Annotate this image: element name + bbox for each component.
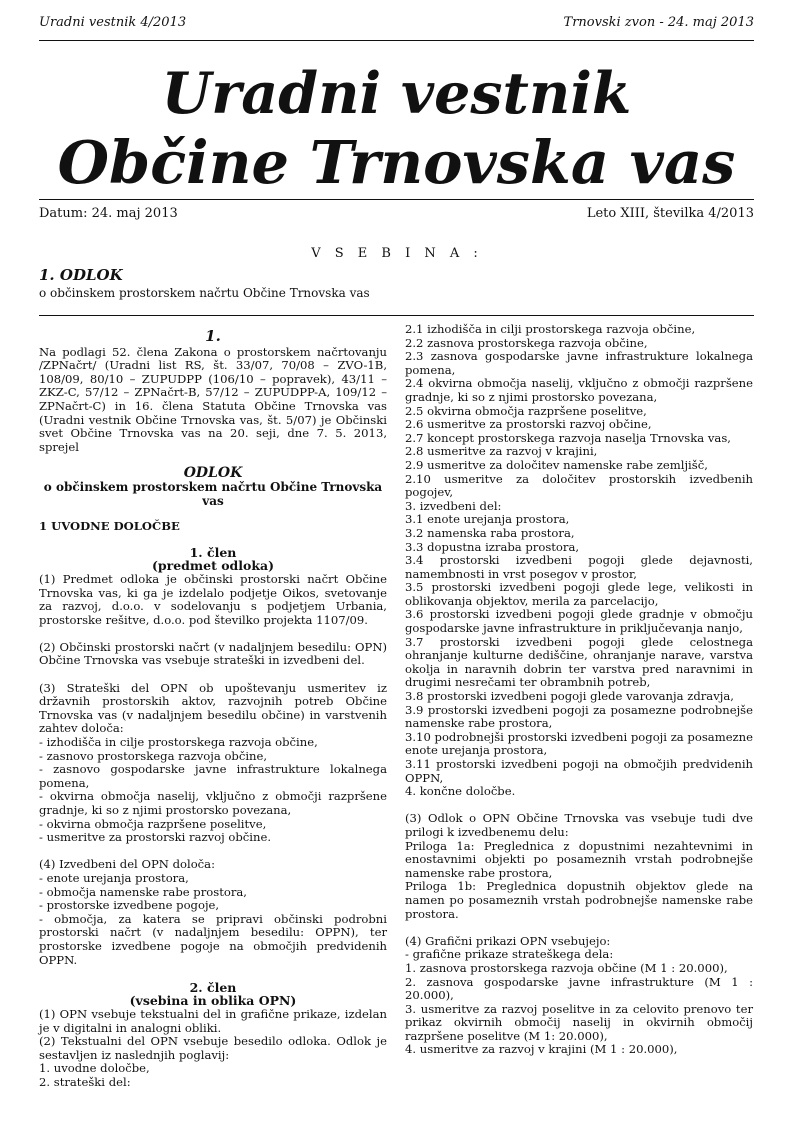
article-1-title: (predmet odloka) (151, 558, 275, 574)
list-item: 1. zasnova prostorskega razvoja občine (M 1 : 20.000), (405, 960, 728, 975)
contents-heading: 1. ODLOK (39, 266, 123, 284)
annex-1b: Priloga 1b: Preglednica dopustnih objektov glede na namen po posameznih vrstah podrobnejše namenske rabe prostora. (405, 879, 753, 921)
list-item: 3.10 podrobnejši prostorski izvedbeni pogoji za posamezne enote urejanja prostora, (405, 729, 753, 758)
article-2-title: (vsebina in oblika OPN) (129, 993, 297, 1009)
list-item: 4. končne določbe. (405, 784, 516, 799)
paragraph: (1) Predmet odloka je občinski prostorski načrt Občine Trnovska vas, ki ga je izdelalo podjetje Oikos, svetovanje za razvoj, d.o.o. v sodelovanju s podjetjem Urbania, prostorske rešitve, d.o.o. pod številko projekta 1107/09. (39, 571, 387, 627)
list-item: - zasnovo gospodarske javne infrastrukture lokalnega pomena, (39, 762, 387, 790)
list-item: 2.1 izhodišča in cilji prostorskega razvoja občine, (405, 322, 696, 336)
list-item: 3.9 prostorski izvedbeni pogoji za posamezne podrobnejše namenske rabe prostora, (405, 702, 753, 731)
masthead-line-1: Uradni vestnik (161, 60, 632, 127)
list-item: 2.10 usmeritve za določitev prostorskih izvedbenih pogojev, (405, 471, 753, 500)
paragraph: (4) Izvedbeni del OPN določa: (39, 857, 215, 872)
contents-rule (39, 315, 754, 316)
list-item: 3.1 enote urejanja prostora, (405, 512, 570, 527)
running-header-left: Uradni vestnik 4/2013 (39, 15, 187, 30)
paragraph: (1) OPN vsebuje tekstualni del in grafične prikaze, izdelan je v digitalni in analogni obliki. (39, 1006, 387, 1035)
list-item: - grafične prikaze strateškega dela: (405, 947, 614, 962)
right-column (405, 323, 753, 1057)
list-item: - okvirna območja naselij, vključno z območji razpršene gradnje, ki so z njimi prostorsko povezana, (39, 789, 387, 817)
list-item: 2.3 zasnova gospodarske javne infrastrukture lokalnega pomena, (405, 349, 753, 377)
chapter-heading: 1 UVODNE DOLOČBE (39, 519, 180, 534)
paragraph: (3) Odlok o OPN Občine Trnovska vas vsebuje tudi dve prilogi k izvedbenemu delu: (405, 811, 753, 839)
masthead-line-2: Občine Trnovska vas (57, 128, 736, 197)
article-1-number: 1. člen (189, 544, 237, 560)
odlok-subtitle: o občinskem prostorskem načrtu Občine Trnovska vas (43, 479, 383, 508)
masthead-rule (39, 199, 754, 200)
header-rule (39, 40, 754, 41)
list-item: - prostorske izvedbene pogoje, (39, 898, 220, 913)
list-item: 3.2 namenska raba prostora, (405, 525, 575, 540)
list-item: - območja namenske rabe prostora, (39, 884, 247, 899)
list-item: - izhodišča in cilje prostorskega razvoja občine, (39, 735, 318, 750)
list-item: 4. usmeritve za razvoj v krajini (M 1 : 20.000), (405, 1042, 678, 1057)
list-item: 3.8 prostorski izvedbeni pogoji glede varovanja zdravja, (405, 689, 734, 704)
list-item: 2.7 koncept prostorskega razvoja naselja Trnovska vas, (405, 430, 731, 445)
article-2-number: 2. člen (189, 979, 237, 995)
issue-date: Datum: 24. maj 2013 (39, 206, 178, 221)
list-item: - območja, za katera se pripravi občinski podrobni prostorski načrt (v nadaljnjem besedilu: OPPN), ter prostorske izvedbene pogoje na območjih predvidenih OPPN. (39, 911, 387, 967)
paragraph: (2) Tekstualni del OPN vsebuje besedilo odloka. Odlok je sestavljen iz naslednjih poglavij: (39, 1034, 387, 1062)
odlok-title: ODLOK (183, 465, 243, 482)
list-item: 2.5 okvirna območja razpršene poselitve, (405, 403, 647, 418)
list-item: - zasnovo prostorskega razvoja občine, (39, 748, 268, 763)
list-item: 3.7 prostorski izvedbeni pogoji glede celostnega ohranjanje kulturne dediščine, ohranjanje narave, varstva okolja in naravnih dobrin ter varstva pred naravnimi in drugimi nesrečami ter obrambnih potreb, (405, 634, 753, 690)
left-column (39, 323, 387, 1089)
contents-label: V S E B I N A : (311, 246, 483, 261)
list-item: 2.9 usmeritve za določitev namenske rabe zemljišč, (405, 457, 708, 472)
list-item: 3. usmeritve za razvoj poselitve in za celovito prenovo ter prikaz okvirnih območij naselij in okvirnih območij razpršene poselitve (M 1: 20.000), (405, 1001, 753, 1043)
section-number: 1. (205, 327, 221, 345)
list-item: 2.2 zasnova prostorskega razvoja občine, (405, 335, 648, 350)
list-item: 2.4 okvirna območja naselij, vključno z območji razpršene gradnje, ki so z njimi prostorsko povezana, (405, 376, 753, 404)
paragraph: (4) Grafični prikazi OPN vsebujejo: (405, 933, 611, 948)
paragraph: (3) Strateški del OPN ob upoštevanju usmeritev iz državnih prostorskih aktov, razvojnih potreb Občine Trnovska vas (v nadaljnjem besedilu občine) in varstvenih zahtev določa: (39, 680, 387, 736)
list-item: 2. strateški del: (39, 1074, 131, 1089)
list-item: 1. uvodne določbe, (39, 1061, 150, 1076)
list-item: 3.11 prostorski izvedbeni pogoji na območjih predvidenih OPPN, (405, 757, 753, 785)
list-item: - usmeritve za prostorski razvoj občine. (39, 830, 272, 845)
list-item: 3.4 prostorski izvedbeni pogoji glede dejavnosti, namembnosti in vrst posegov v prostor, (405, 553, 753, 581)
list-item: 2.6 usmeritve za prostorski razvoj občine, (405, 417, 652, 432)
list-item: 3.5 prostorski izvedbeni pogoji glede lege, velikosti in oblikovanja objektov, merila za parcelacijo, (405, 580, 753, 608)
contents-subtitle: o občinskem prostorskem načrtu Občine Trnovska vas (39, 286, 370, 300)
list-item: 2.8 usmeritve za razvoj v krajini, (405, 444, 598, 459)
annex-1a: Priloga 1a: Preglednica z dopustnimi nezahtevnimi in enostavnimi objekti po posameznih vrstah podrobnejše namenske rabe prostora, (405, 838, 753, 880)
list-item: 3.3 dopustna izraba prostora, (405, 539, 580, 554)
list-item: 3.6 prostorski izvedbeni pogoji glede gradnje v območju gospodarske javne infrastrukture in priključevanja nanjo, (405, 607, 753, 636)
issue-number: Leto XIII, številka 4/2013 (586, 206, 754, 221)
list-item: - okvirna območja razpršene poselitve, (39, 816, 267, 831)
list-item: 3. izvedbeni del: (405, 498, 502, 513)
paragraph: (2) Občinski prostorski načrt (v nadaljnjem besedilu: OPN) Občine Trnovska vas vsebuje strateški in izvedbeni del. (39, 639, 387, 668)
list-item: - enote urejanja prostora, (39, 870, 189, 885)
preamble: Na podlagi 52. člena Zakona o prostorskem načrtovanju /ZPNačrt/ (Uradni list RS, št. 33/07, 70/08 – ZVO-1B, 108/09, 80/10 – ZUPUDPP (106/10 – popravek), 43/11 – ZKZ-C, 57/12 – ZPNačrt-B, 57/12 – ZUPUDPP-A, 109/12 – ZPNačrt-C) in 16. člena Statuta Občine Trnovska vas (Uradni vestnik Občine Trnovska vas, št. 5/07) je Občinski svet Občine Trnovska vas na 20. seji, dne 7. 5. 2013, sprejel (39, 344, 387, 454)
running-header-right: Trnovski zvon - 24. maj 2013 (563, 15, 754, 30)
list-item: 2. zasnova gospodarske javne infrastrukture (M 1 : 20.000), (405, 974, 753, 1003)
